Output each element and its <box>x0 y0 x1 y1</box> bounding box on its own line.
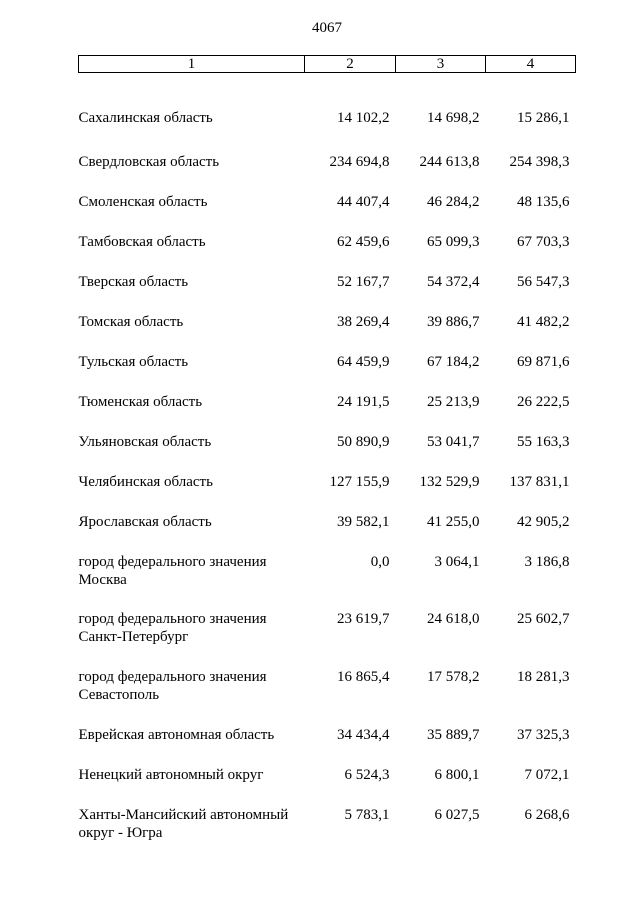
value-col3-cell: 6 027,5 <box>434 807 480 823</box>
column-header-4: 4 <box>486 56 576 73</box>
value-col4-cell: 3 186,8 <box>524 554 570 570</box>
value-col4-cell: 69 871,6 <box>517 354 570 370</box>
region-cell: Ненецкий автономный округ <box>78 767 264 783</box>
table-header <box>79 56 576 73</box>
region-cell: Смоленская область <box>78 194 208 210</box>
value-col3-cell: 54 372,4 <box>427 274 480 290</box>
column-header-1: 1 <box>79 56 305 73</box>
value-col2-cell: 52 167,7 <box>337 274 390 290</box>
value-col2-cell: 50 890,9 <box>337 434 390 450</box>
value-col4-cell: 56 547,3 <box>517 274 570 290</box>
value-col3-cell: 132 529,9 <box>419 474 480 490</box>
table-row <box>79 668 576 726</box>
region-cell: Свердловская область <box>78 154 220 170</box>
value-col4-cell: 67 703,3 <box>517 234 570 250</box>
table-header-row <box>79 56 576 73</box>
value-col2-cell: 234 694,8 <box>329 154 390 170</box>
table-row <box>79 193 576 233</box>
region-cell: Челябинская область <box>78 474 213 490</box>
column-header-2: 2 <box>305 56 396 73</box>
value-col2-cell: 39 582,1 <box>337 514 390 530</box>
value-col4-cell: 37 325,3 <box>517 727 570 743</box>
value-col3-cell: 6 800,1 <box>434 767 480 783</box>
value-col4-cell: 48 135,6 <box>517 194 570 210</box>
value-col2-cell: 64 459,9 <box>337 354 390 370</box>
region-cell: Тульская область <box>78 354 189 370</box>
value-col2-cell: 34 434,4 <box>337 727 390 743</box>
region-cell: Тамбовская область <box>78 234 206 250</box>
value-col4-cell: 7 072,1 <box>524 767 570 783</box>
table-row <box>79 273 576 313</box>
table-row <box>79 433 576 473</box>
value-col3-cell: 39 886,7 <box>427 314 480 330</box>
value-col3-cell: 65 099,3 <box>427 234 480 250</box>
value-col2-cell: 24 191,5 <box>337 394 390 410</box>
value-col3-cell: 46 284,2 <box>427 194 480 210</box>
value-col4-cell: 18 281,3 <box>517 669 570 685</box>
region-cell: город федерального значения Санкт-Петербург <box>78 611 267 645</box>
value-col3-cell: 24 618,0 <box>427 611 480 627</box>
table-row <box>79 393 576 433</box>
table-row <box>79 726 576 766</box>
value-col2-cell: 16 865,4 <box>337 669 390 685</box>
value-col4-cell: 26 222,5 <box>517 394 570 410</box>
table-row <box>79 553 576 610</box>
column-header-3: 3 <box>396 56 486 73</box>
region-cell: Тверская область <box>78 274 189 290</box>
region-cell: Ярославская область <box>78 514 212 530</box>
value-col4-cell: 41 482,2 <box>517 314 570 330</box>
table-row <box>79 233 576 273</box>
value-col3-cell: 3 064,1 <box>434 554 480 570</box>
value-col2-cell: 127 155,9 <box>329 474 390 490</box>
table-row <box>79 73 576 154</box>
value-col4-cell: 15 286,1 <box>517 110 570 126</box>
value-col4-cell: 55 163,3 <box>517 434 570 450</box>
value-col3-cell: 53 041,7 <box>427 434 480 450</box>
table-row <box>79 153 576 193</box>
value-col3-cell: 35 889,7 <box>427 727 480 743</box>
region-cell: Ханты-Мансийский автономный округ - Югра <box>78 807 289 841</box>
value-col4-cell: 42 905,2 <box>517 514 570 530</box>
value-col4-cell: 6 268,6 <box>524 807 570 823</box>
table-row <box>79 313 576 353</box>
page-number: 4067 <box>312 20 342 36</box>
value-col2-cell: 14 102,2 <box>337 110 390 126</box>
region-cell: Еврейская автономная область <box>78 727 275 743</box>
value-col2-cell: 6 524,3 <box>344 767 390 783</box>
region-cell: город федерального значения Москва <box>78 554 267 588</box>
value-col2-cell: 5 783,1 <box>344 807 390 823</box>
value-col3-cell: 25 213,9 <box>427 394 480 410</box>
region-cell: Ульяновская область <box>78 434 212 450</box>
region-cell: Сахалинская область <box>78 110 213 126</box>
value-col4-cell: 25 602,7 <box>517 611 570 627</box>
table-row <box>79 353 576 393</box>
value-col3-cell: 41 255,0 <box>427 514 480 530</box>
value-col2-cell: 23 619,7 <box>337 611 390 627</box>
table-row <box>79 473 576 513</box>
value-col3-cell: 17 578,2 <box>427 669 480 685</box>
value-col3-cell: 67 184,2 <box>427 354 480 370</box>
region-cell: Тюменская область <box>78 394 203 410</box>
value-col3-cell: 14 698,2 <box>427 110 480 126</box>
value-col2-cell: 62 459,6 <box>337 234 390 250</box>
value-col4-cell: 137 831,1 <box>509 474 570 490</box>
table-row <box>79 513 576 553</box>
region-cell: Томская область <box>78 314 184 330</box>
table-row <box>79 610 576 668</box>
value-col3-cell: 244 613,8 <box>419 154 480 170</box>
table-body <box>79 73 576 847</box>
table-row <box>79 806 576 846</box>
value-col2-cell: 44 407,4 <box>337 194 390 210</box>
value-col2-cell: 38 269,4 <box>337 314 390 330</box>
value-col2-cell: 0,0 <box>370 554 390 570</box>
table-row <box>79 766 576 806</box>
budget-table <box>78 55 576 846</box>
value-col4-cell: 254 398,3 <box>509 154 570 170</box>
region-cell: город федерального значения Севастополь <box>78 669 267 703</box>
